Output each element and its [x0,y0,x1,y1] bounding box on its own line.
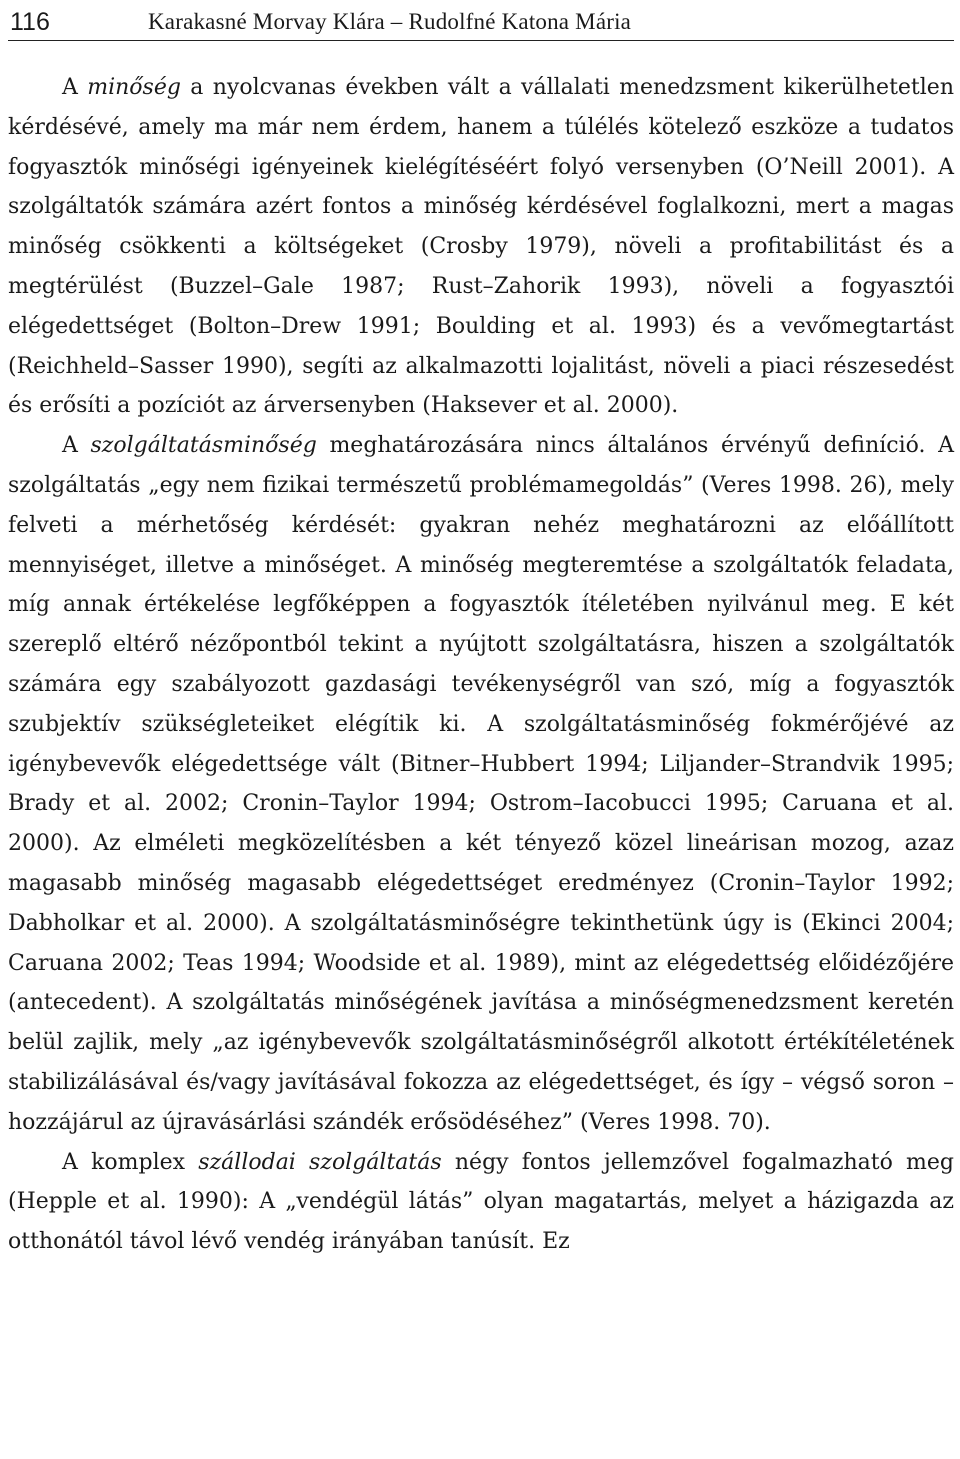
paragraph-3-italic-term: szállodai szolgáltatás [198,1149,442,1175]
body-text [8,68,954,1262]
paragraph-2-text-2: meghatározására nincs általános érvényű definíció. A szolgáltatás „egy nem fizikai természetű problémamegoldás” (Veres 1998. 26), mely felveti a mérhetőség kérdését: gyakran nehéz meghatározni az előállított mennyiséget, illetve a minőséget. A minőség megteremtése a szolgáltatók feladata, míg annak értékelése legfőképpen a fogyasztók ítéletében nyilvánul meg. E két szereplő eltérő nézőpontból tekint a nyújtott szolgáltatásra, hiszen a szolgáltatók számára egy szabályozott gazdasági tevékenységről van szó, míg a fogyasztók szubjektív szükségleteiket elégítik ki. A szolgáltatásminőség fokmérőjévé az igénybevevők elégedettsége vált (Bitner–Hubbert 1994; Liljander–Strandvik 1995; Brady et al. 2002; Cronin–Taylor 1994; Ostrom–Iacobucci 1995; Caruana et al. 2000). Az elméleti megközelítésben a két tényező közel lineárisan mozog, azaz magasabb minőség magasabb elégedettséget eredményez (Cronin–Taylor 1992; Dabholkar et al. 2000). A szolgáltatásminőségre tekinthetünk úgy is (Ekinci 2004; Caruana 2002; Teas 1994; Woodside et al. 1989), mint az elégedettség előidézőjére (antecedent). A szolgáltatás minőségének javítása a minőségmenedzsment keretén belül zajlik, mely „az igénybevevők szolgáltatásminőségről alkotott értékítéletének stabilizálásával és/vagy javításával fokozza az elégedettséget, és így – végső soron – hozzájárul az újravásárlási szándék erősödéséhez” (Veres 1998. 70). [8,433,955,1135]
paragraph-1-italic-term: minőség [87,75,181,100]
paragraph-3-text-2: négy fontos jellemzővel fogalmazható meg (Hepple et al. 1990): A „vendégül látás” olyan magatartás, melyet a házigazda az otthonától távol lévő vendég irányában tanúsít. Ez [8,1149,954,1255]
paragraph-2-italic-term: szolgáltatásminőség [90,433,317,459]
paragraph-3-text-1: A komplex [62,1149,199,1175]
page-number: 116 [10,8,50,36]
paragraph-3 [8,1143,954,1262]
running-head [8,4,954,41]
paragraph-1 [8,68,954,426]
paragraph-2 [8,426,954,1142]
paragraph-1-text-1: A [62,75,88,100]
paragraph-1-text-2: a nyolcvanas években vált a vállalati menedzsment kikerülhetetlen kérdésévé, amely ma már nem érdem, hanem a túlélés kötelező eszköze a tudatos fogyasztók minőségi igényeinek kielégítéséért folyó versenyben (O’Neill 2001). A szolgáltatók számára azért fontos a minőség kérdésével foglalkozni, mert a magas minőség csökkenti a költségeket (Crosby 1979), növeli a profitabilitást és a megtérülést (Buzzel–Gale 1987; Rust–Zahorik 1993), növeli a fogyasztói elégedettséget (Bolton–Drew 1991; Boulding et al. 1993) és a vevőmegtartást (Reichheld–Sasser 1990), segíti az alkalmazotti lojalitást, növeli a piaci részesedést és erősíti a pozíciót az árversenyben (Haksever et al. 2000). [8,75,954,419]
paragraph-2-text-1: A [62,433,91,459]
document-page [8,0,954,1459]
running-head-authors: Karakasné Morvay Klára – Rudolfné Katona Mária [148,9,632,34]
